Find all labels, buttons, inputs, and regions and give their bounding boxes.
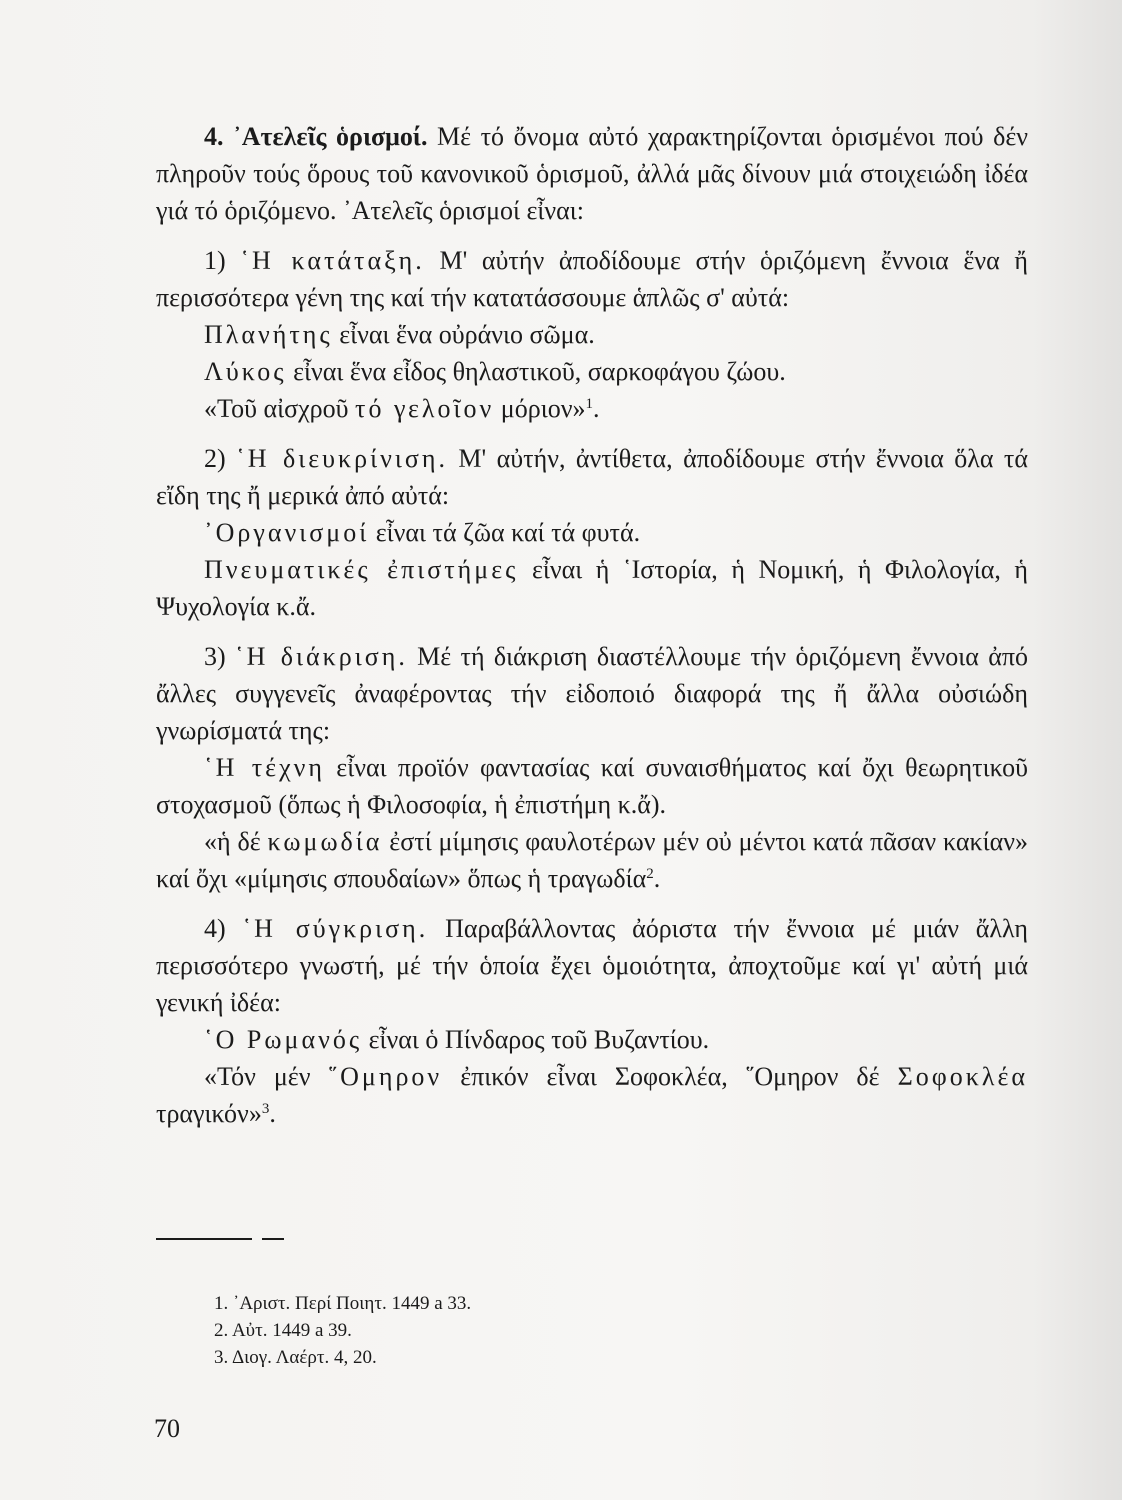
- item-number: 4): [204, 914, 243, 943]
- item-text: Μέ τή διάκριση διαστέλλουμε τήν ὁριζόμενη ἔννοια ἀπό ἄλλες συγγενεῖς ἀναφέροντας τήν εἰδοποιό διαφορά της ἤ ἄλλα οὐσιώδη γνωρίσματά της:: [156, 642, 1028, 745]
- footnote-rule: [156, 1238, 252, 1240]
- example-text: ἐστί μίμησις φαυλοτέρων μέν οὐ μέντοι κατά πᾶσαν κακίαν» καί ὄχι «μίμησις σπουδαίων» ὅπως ἡ τραγωδία: [156, 827, 1028, 893]
- example-text: εἶναι ἕνα οὐράνιο σῶμα.: [332, 320, 595, 349]
- item-term: ῾Η διάκριση.: [235, 642, 408, 671]
- example: [156, 1021, 1028, 1058]
- example: [156, 551, 1028, 625]
- example-quote-open: «Τόν μέν: [204, 1062, 329, 1091]
- example-term: Πλανήτης: [204, 320, 333, 349]
- footnote: 2. Αὐτ. 1449 a 39.: [214, 1320, 352, 1341]
- section-title: ᾿Ατελεῖς ὁρισμοί.: [233, 122, 428, 151]
- item-text: Μ' αὐτήν ἀποδίδουμε στήν ὁριζόμενη ἔννοια ἕνα ἤ περισσότερα γένη της καί τήν κατατάσσουμε ἁπλῶς σ' αὐτά:: [156, 246, 1028, 312]
- example-tail: .: [592, 394, 600, 423]
- example: [156, 390, 1028, 427]
- example: [156, 1058, 1028, 1132]
- example-text: εἶναι ὁ Πίνδαρος τοῦ Βυζαντίου.: [362, 1025, 710, 1054]
- section-intro: [156, 118, 1028, 229]
- main-text: [156, 118, 1028, 1132]
- example-tail: .: [269, 1099, 276, 1128]
- example-term: ῾Η τέχνη: [204, 753, 325, 782]
- item-text: Μ' αὐτήν, ἀντίθετα, ἀποδίδουμε στήν ἔννοια ὅλα τά εἴδη της ἤ μερικά ἀπό αὐτά:: [156, 444, 1028, 510]
- example-quote-open: «Τοῦ αἰσχροῦ: [204, 394, 355, 423]
- item-term: ῾Η κατάταξη.: [240, 246, 425, 275]
- item-4: [156, 910, 1028, 1021]
- item-3: [156, 638, 1028, 749]
- example-term: ῾Ο Ρωμανός: [204, 1025, 363, 1054]
- page-number: 70: [154, 1414, 180, 1443]
- section-number: 4.: [204, 122, 224, 151]
- example-tail: .: [653, 864, 661, 893]
- example-text: εἶναι ἡ ῾Ιστορία, ἡ Νομική, ἡ Φιλολογία, ἡ Ψυχολογία κ.ἄ.: [156, 555, 1028, 621]
- example-term: τό γελοῖον: [355, 394, 495, 423]
- example-text: εἶναι προϊόν φαντασίας καί συναισθήματος καί ὄχι θεωρητικοῦ στοχασμοῦ (ὅπως ἡ Φιλοσοφία, ἡ ἐπιστήμη κ.ἄ).: [156, 753, 1028, 819]
- example: [156, 749, 1028, 823]
- item-term: ῾Η διευκρίνιση.: [236, 444, 448, 473]
- footnote-ref: 1: [585, 396, 593, 412]
- example-text: τραγικόν»: [156, 1099, 262, 1128]
- example-text: εἶναι τά ζῶα καί τά φυτά.: [369, 518, 641, 547]
- example: [156, 823, 1028, 897]
- example: [156, 514, 1028, 551]
- example-term: ῞Ομηρον: [328, 1062, 443, 1091]
- footnote-ref: 3: [261, 1101, 270, 1117]
- example-quote-open: «ἡ δέ: [204, 827, 268, 856]
- item-number: 2): [204, 444, 237, 473]
- footnote: 1. ᾿Αριστ. Περί Ποιητ. 1449 a 33.: [214, 1293, 472, 1314]
- example-term: Σοφοκλέα: [897, 1062, 1028, 1091]
- footnote: 3. Διογ. Λαέρτ. 4, 20.: [214, 1347, 377, 1368]
- item-term: ῾Η σύγκριση.: [242, 914, 429, 943]
- footnote-rule-short: [262, 1238, 284, 1240]
- example-term: Πνευματικές ἐπιστήμες: [204, 555, 519, 584]
- example-text: μόριον»: [494, 394, 586, 423]
- item-1: [156, 242, 1028, 316]
- item-text: Παραβάλλοντας ἀόριστα τήν ἔννοια μέ μιάν ἄλλη περισσότερο γνωστή, μέ τήν ὁποία ἔχει ὁμοιότητα, ἀποχτοῦμε καί γι' αὐτή μιά γενική ἰδέα:: [156, 914, 1028, 1017]
- example-term: Λύκος: [204, 357, 287, 386]
- example-term: κωμωδία: [267, 827, 383, 856]
- example-text: ἐπικόν εἶναι Σοφοκλέα, ῞Ομηρον δέ: [442, 1062, 898, 1091]
- example: [156, 353, 1028, 390]
- footnote-ref: 2: [646, 866, 654, 882]
- item-number: 3): [204, 642, 235, 671]
- example-term: ᾿Οργανισμοί: [204, 518, 370, 547]
- example: [156, 316, 1028, 353]
- item-number: 1): [204, 246, 241, 275]
- section-intro-text: Μέ τό ὄνομα αὐτό χαρακτηρίζονται ὁρισμένοι πού δέν πληροῦν τούς ὅρους τοῦ κανονικοῦ ὁρισμοῦ, ἀλλά μᾶς δίνουν μιά στοιχειώδη ἰδέα γιά τό ὁριζόμενο. ᾿Ατελεῖς ὁρισμοί εἶναι:: [156, 122, 1028, 225]
- example-text: εἶναι ἕνα εἶδος θηλαστικοῦ, σαρκοφάγου ζώου.: [286, 357, 786, 386]
- footnotes: [214, 1290, 471, 1371]
- item-2: [156, 440, 1028, 514]
